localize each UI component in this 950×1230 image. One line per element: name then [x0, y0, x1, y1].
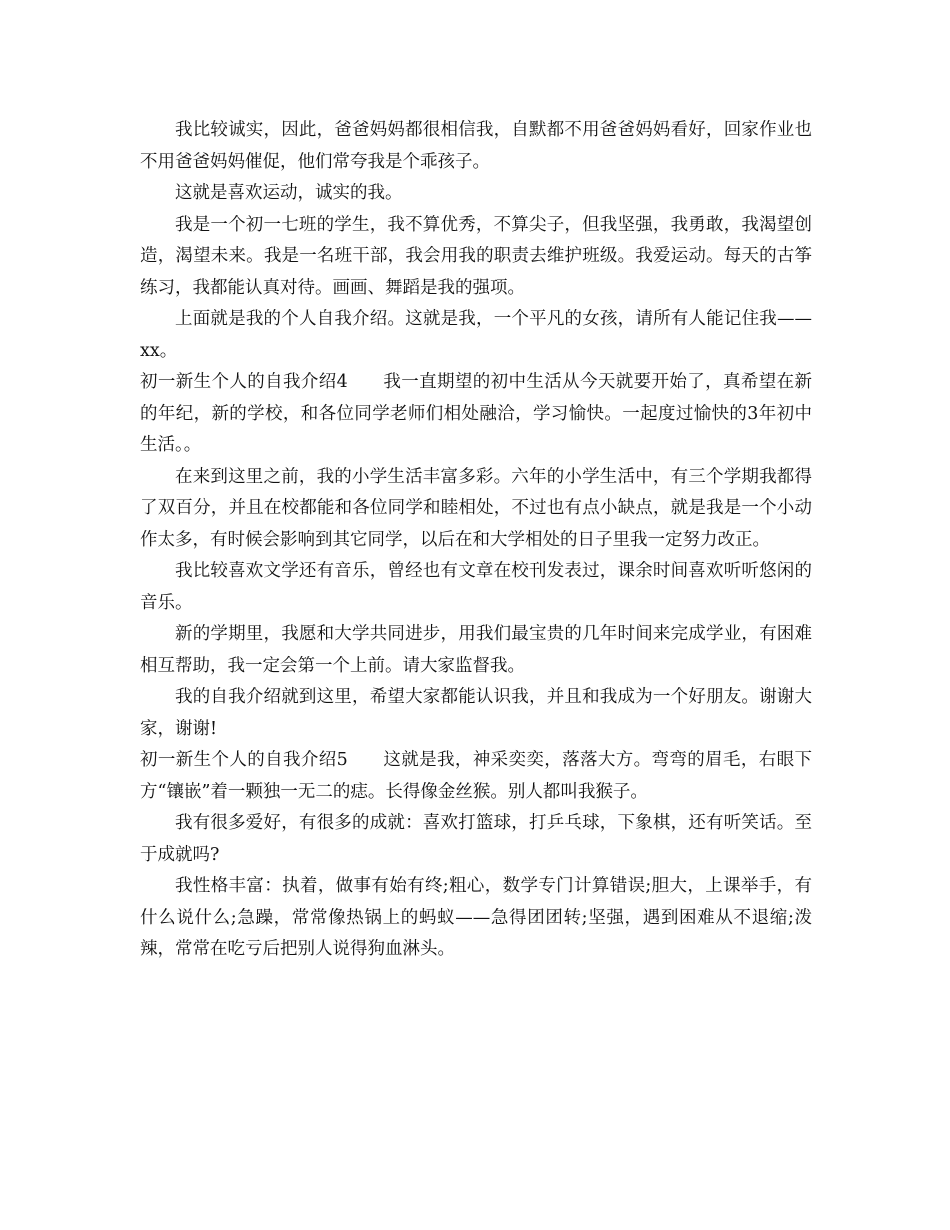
paragraph: 这就是喜欢运动，诚实的我。: [175, 183, 403, 203]
paragraph: 我比较喜欢文学还有音乐，曾经也有文章在校刊发表过，课余时间喜欢听听悠闲的音乐。: [140, 561, 812, 613]
section-5-lead-text: 这就是我，神采奕奕，落落大方。弯弯的眉毛，右眼下方“镶嵌”着一颗独一无二的痣。长得像金丝猴。别人都叫我猴子。: [140, 750, 812, 802]
section-4-gap: [348, 372, 384, 392]
paragraph: 在来到这里之前，我的小学生活丰富多彩。六年的小学生活中，有三个学期我都得了双百分，并且在校都能和各位同学和睦相处，不过也有点小缺点，就是我是一个小动作太多，有时候会影响到其它同学，以后在和大学相处的日子里我一定努力改正。: [140, 466, 812, 550]
paragraph: 我的自我介绍就到这里，希望大家都能认识我，并且和我成为一个好朋友。谢谢大家，谢谢!: [140, 687, 812, 739]
paragraph: 我性格丰富：执着，做事有始有终;粗心，数学专门计算错误;胆大，上课举手，有什么说什么;急躁，常常像热锅上的蚂蚁——急得团团转;坚强，遇到困难从不退缩;泼辣，常常在吃亏后把别人说得狗血淋头。: [140, 876, 812, 959]
paragraph: 我是一个初一七班的学生，我不算优秀，不算尖子，但我坚强，我勇敢，我渴望创造，渴望未来。我是一名班干部，我会用我的职责去维护班级。我爱运动。每天的古筝练习，我都能认真对待。画画、舞蹈是我的强项。: [140, 214, 812, 298]
section-4-paragraph: [140, 367, 812, 462]
paragraph: 新的学期里，我愿和大学共同进步，用我们最宝贵的几年时间来完成学业，有困难相互帮助，我一定会第一个上前。请大家监督我。: [140, 624, 812, 676]
section-5-gap: [348, 750, 384, 770]
paragraph: 我有很多爱好，有很多的成就：喜欢打篮球，打乒乓球，下象棋，还有听笑话。至于成就吗?: [140, 813, 812, 865]
section-5-paragraph: [140, 745, 812, 808]
document-page: [140, 115, 812, 966]
section-4-lead-text: 我一直期望的初中生活从今天就要开始了，真希望在新的年纪，新的学校，和各位同学老师们相处融洽，学习愉快。一起度过愉快的3年初中生活。。: [140, 372, 812, 455]
section-4-title: 初一新生个人的自我介绍4: [140, 372, 348, 392]
paragraph: 上面就是我的个人自我介绍。这就是我，一个平凡的女孩，请所有人能记住我——xx。: [140, 309, 812, 361]
paragraph: 我比较诚实，因此，爸爸妈妈都很相信我，自默都不用爸爸妈妈看好，回家作业也不用爸爸妈妈催促，他们常夸我是个乖孩子。: [140, 120, 812, 172]
section-5-title: 初一新生个人的自我介绍5: [140, 750, 348, 770]
